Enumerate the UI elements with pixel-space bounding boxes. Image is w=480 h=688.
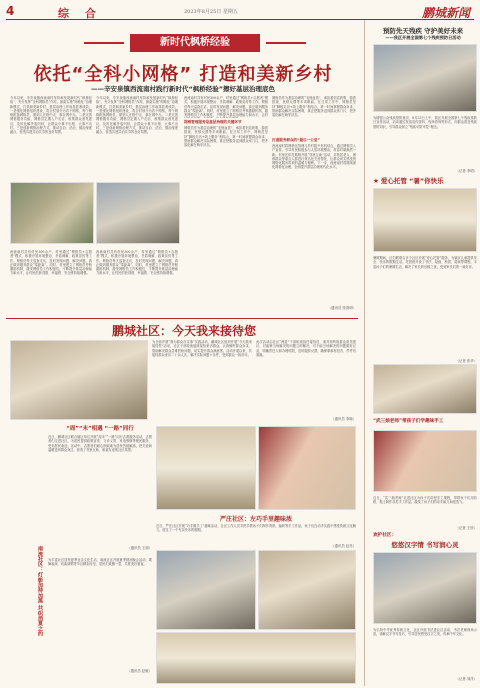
newspaper-logo: 鹏城新闻 (421, 6, 470, 20)
heritage-text: 近日，严庄社区开展“巧手做手工”趣味活动，社区工作人员手把手教孩子们制作剪纸、编织等手工作品，孩子们在动手实践中感受传统文化魅力，度过了一个充实快乐的假期。 (156, 524, 356, 533)
side-author-2: （记者 张华） (455, 359, 477, 363)
vertical-author: （通讯员 赵敏） (127, 669, 152, 673)
page-number: 4 (6, 4, 15, 18)
side-section-3-tag: 欢护社区： (373, 533, 396, 538)
vertical-article (10, 546, 44, 682)
side-subhead: ——我区开展全国第七个残疾预防日活动 (385, 35, 461, 40)
section-divider (6, 318, 358, 319)
side-text-1: 为增强公众残疾预防意识，8月25日上午，我区开展全国第七个残疾预防日宣传活动，活动通过发放宣传资料、现场咨询等形式，向群众普及残疾预防知识，引导群众树立“残疾可防可控”理念。 (373, 116, 477, 129)
main-col-7: 网格员作为基层治理的“毛细血管”，承担着信息收集、隐患排查、民情反馈等多项职能。在日常工作中，网格员坚持“脚板走访+线上服务”相结合，第一时间掌握群众诉求，帮助群众解决实际困难，真正把服务送到群众家门口，把矛盾化解在萌芽状态。 (272, 96, 356, 118)
heritage-photo-3 (156, 632, 356, 684)
main-subhead-1: 网格管理服务是基层治理的关键环节 (184, 120, 242, 124)
weekend-article (48, 424, 152, 552)
column-banner: 新时代枫桥经验 (130, 34, 260, 52)
weekend-title: “周”“末”相遇 “一路”同行 (66, 426, 134, 432)
community-author: （通讯员 李晓） (331, 417, 356, 421)
side-author-1: （记者 李明） (455, 169, 477, 173)
community-photo (10, 340, 148, 420)
side-text-3: 近日，“武三娘老师”走进社区为孩子们讲授手工课程，带领孩子们用彩纸、黏土制作各类手工作品，激发了孩子们的动手能力和创造力。 (373, 496, 477, 505)
side-photo-3 (373, 364, 477, 414)
side-section-2: “武三娘老师”带孩子们学趣味手工 (373, 419, 444, 424)
main-headline: 依托“全科小网格” 打造和美新乡村 (33, 64, 333, 85)
main-subhead-2: 打通服务群众的“最后一公里” (272, 138, 320, 142)
community-title: 鹏城社区：今天我来接待您 (111, 324, 256, 338)
main-photo-1 (10, 182, 94, 244)
main-col-5: 西流南村共有村民300余户，村里通过“网格员+志愿者”模式，积极开展环境整治、矛盾调解、政策宣传等工作。网格员每天巡查走访，及时发现问题、解决问题，真正做到服务群众“零距离”。同时，村里建立了网格员考核激励机制，激发网格员工作积极性，不断提升基层治理能力和水平，让村 (184, 96, 268, 118)
main-col-6: 网格员作为基层治理的“毛细血管”，承担着信息收集、隐患排查、民情反馈等多项职能。在日常工作中，网格员坚持“脚板走访+线上服务”相结合，第一时间掌握群众诉求，帮助群众解决实际困难，真正把服务送到群众家门口，把矛盾化解在萌芽状态。 (184, 126, 268, 148)
community-intro: 为全面开展“我为群众办实事”实践活动，鹏城社区组织开展“今天我来接待您”活动，社区干部轮流值班接待来访群众，认真倾听群众诉求，帮助解决群众急难愁盼问题，切实提升群众满意度。活动开展以来，共接待群众来访二十余人次，解决实际问题十余件，受到群众一致好评。 (152, 340, 252, 357)
main-col-2: 西流南村共有村民300余户，村里通过“网格员+志愿者”模式，积极开展环境整治、矛盾调解、政策宣传等工作。网格员每天巡查走访，及时发现问题、解决问题，真正做到服务群众“零距离”。同时，村里建立了网格员考核激励机制，激发网格员工作积极性，不断提升基层治理能力和水平，让村民的获得感、幸福感、安全感持续增强。 (10, 250, 92, 276)
event-photo-2 (258, 426, 356, 510)
main-col-1: 今年以来，辛安泉镇西流南村坚持和发展新时代“枫桥经验”，充分发挥“全科网格员”作用，探索实施“网格化”治理新模式，打造和美新乡村，基层治理工作取得显著成效。一是强化网格组织建设，将全村划分为若干网格，每个网格配备网格员，做到人在格中走、事在网中办。二是完善网格服务功能，网格员定期入户走访，收集群众意见建议，及时化解矛盾纠纷，让群众小事不出格、大事不出村。三是创新网格治理方式，推动自治、法治、德治深度融合，营造共建共治共享的良好氛围。 (10, 96, 92, 135)
main-col-8: 西流南村将网格化管理与乡村振兴有机结合，通过网格员入户宣传，引导村民积极参与人居环境整治，村容村貌焕然一新。村里还依托网格开展“邻里互助”活动，对独居老人、困难群众等重点人群进行常态化关爱帮扶，让群众切实感受到网格化服务带来的温暖与便利。下一步，西流南村将继续深化网格化治理，全面提升基层治理现代化水平。 (272, 144, 356, 170)
main-author: （通讯员 张善明） (327, 306, 356, 310)
side-photo-5 (373, 552, 477, 624)
side-photo-2 (373, 188, 477, 252)
main-col-3: 今年以来，辛安泉镇西流南村坚持和发展新时代“枫桥经验”，充分发挥“全科网格员”作用，探索实施“网格化”治理新模式，打造和美新乡村，基层治理工作取得显著成效。一是强化网格组织建设，将全村划分为若干网格，每个网格配备网格员，做到人在格中走、事在网中办。二是完善网格服务功能，网格员定期入户走访，收集群众意见建议，及时化解矛盾纠纷，让群众小事不出格、大事不出村。三是创新网格治理方式，推动自治、法治、德治深度融合，营造共建共治共享的良好氛围。 (96, 96, 178, 135)
side-text-2: 暑假期间，区妇联联合多个社区开展“爱心托管”服务，为辖区儿童提供安全、快乐的假期生活。托管班开设了书法、绘画、科普、阅读等课程，丰富孩子们的暑期生活，解决了家长的后顾之忧，受到家长们的一致好评。 (373, 256, 477, 269)
date-line: 2023年8月25日 星期五 (184, 9, 238, 15)
side-photo-4 (373, 430, 477, 492)
star-icon: ★ (373, 177, 379, 185)
side-section-1: ★ 爱心托管 “暑”你快乐 (373, 177, 444, 185)
event-photo-1 (156, 426, 256, 510)
side-section-3: 悠悠汉字情 书写润心灵 (391, 541, 459, 549)
side-text-4: 为弘扬中华优秀传统文化，社区开展书法进社区活动，书法老师现场示范，讲解汉字书写技巧，引导居民感受汉字之美，传承中华文化。 (373, 628, 477, 637)
main-subhead: ——辛安泉镇西流南村践行新时代“枫桥经验”擦好基层治理底色 (90, 85, 276, 93)
weekend-text: 近日，鹏城社区联合辖区单位开展“周末”“一路”同行志愿服务活动，志愿者们走进社区，为居民提供政策宣传、义诊义剪、家电维修等便民服务，受到居民欢迎。活动中，志愿者们耐心细致地为居民答疑解惑，把关爱和温暖送到群众身边，营造了邻里互助、和谐友爱的社区氛围。 (48, 435, 152, 452)
page-header (6, 4, 474, 20)
section-name: 综 合 (58, 7, 102, 20)
side-headline: 预防先天残疾 守护美好未来 (382, 27, 464, 35)
heritage-author: （通讯员 赵亮） (331, 544, 356, 548)
side-photo-1 (373, 44, 477, 112)
vertical-text: 为丰富社区居民夏季业余文化生活，南流社区开展夏季纳凉晚会活动，歌舞表演、戏曲演唱等节目精彩纷呈，居民们欢聚一堂，共度美好夏夜。 (48, 558, 152, 567)
side-column (364, 20, 476, 686)
heritage-photo-1 (156, 550, 256, 630)
vertical-title: 南流社区：灯影加持加黑 共织消夏之约 (37, 546, 43, 637)
side-author-3: （记者 王欣） (455, 526, 477, 530)
heritage-title: 严庄社区：左巧手里趣味浓 (219, 516, 292, 523)
side-author-4: （记者 刘洋） (455, 677, 477, 681)
weekend-author: （通讯员 王丽） (127, 546, 152, 550)
community-intro-2: 此次活动由社区“两委”干部轮流担任接待员，面对面听取群众意见建议，对能够当场解决的问题立即解决，对不能当场解决的问题做好记录，明确责任人和办理时限，及时跟踪反馈，确保事事有回音、件件有着落。 (256, 340, 356, 357)
main-col-4: 西流南村共有村民300余户，村里通过“网格员+志愿者”模式，积极开展环境整治、矛盾调解、政策宣传等工作。网格员每天巡查走访，及时发现问题、解决问题，真正做到服务群众“零距离”。同时，村里建立了网格员考核激励机制，激发网格员工作积极性，不断提升基层治理能力和水平，让村民的获得感、幸福感、安全感持续增强。 (96, 250, 178, 276)
heritage-photo-2 (258, 550, 356, 630)
main-photo-2 (96, 182, 180, 244)
